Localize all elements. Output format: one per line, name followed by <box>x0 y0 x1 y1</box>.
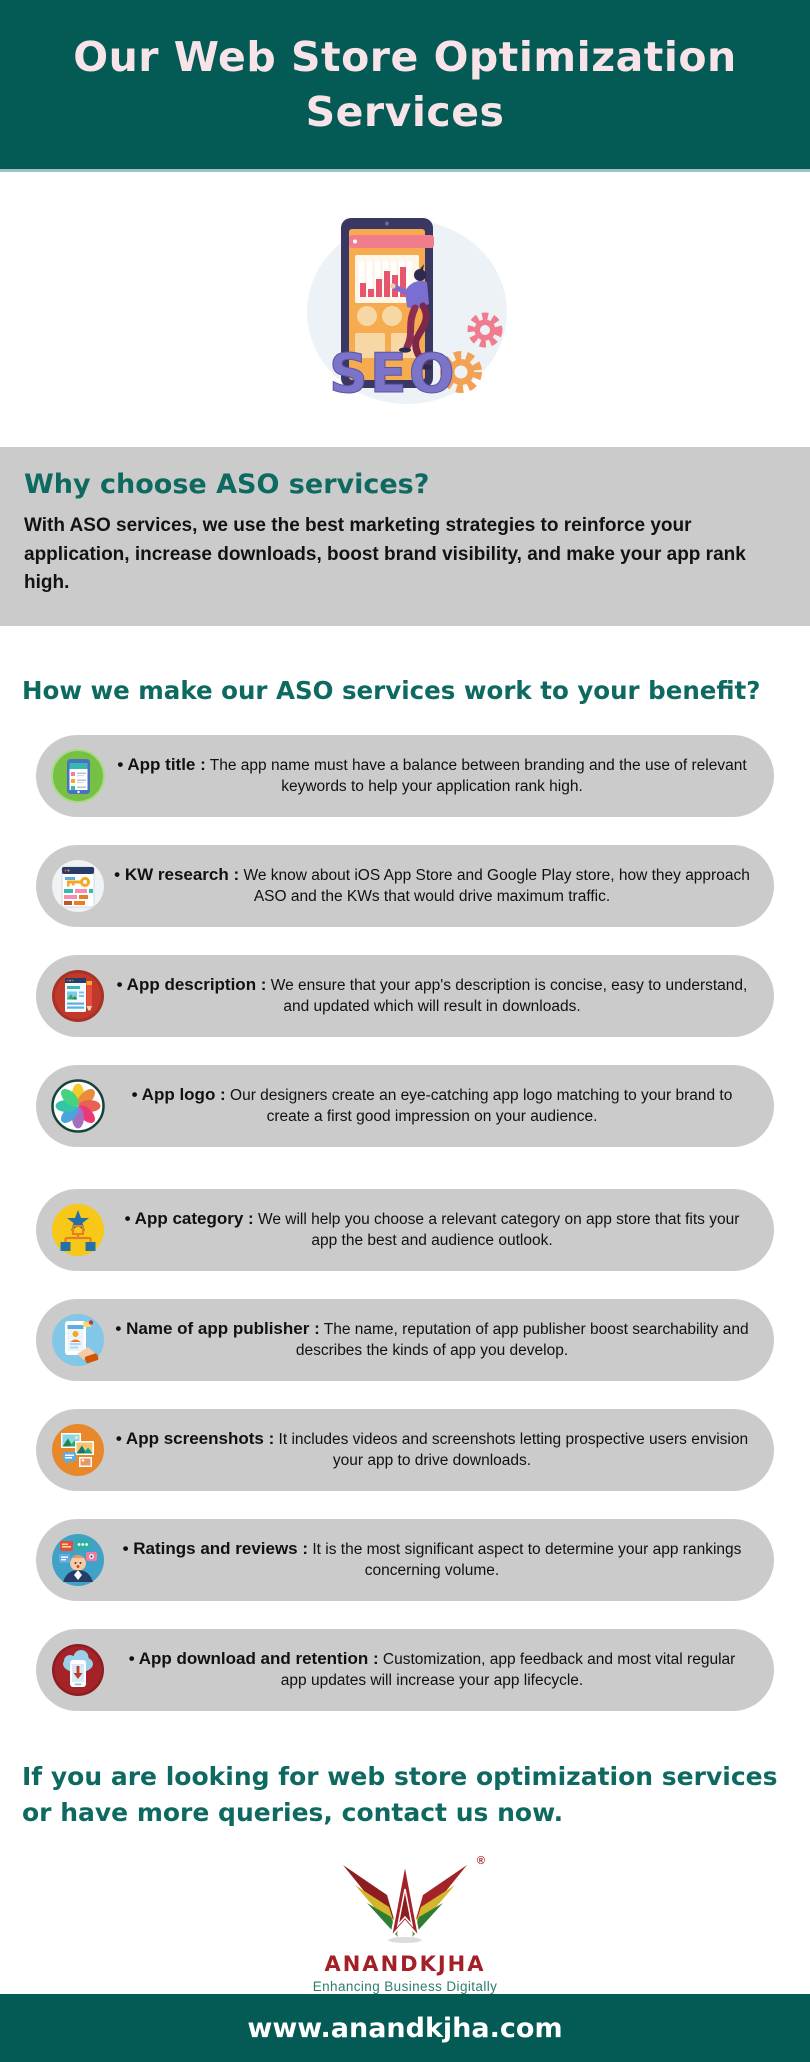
app-description-icon <box>50 968 106 1024</box>
kw-research-icon <box>50 858 106 914</box>
list-item-app-download <box>36 1629 774 1711</box>
list-item-text <box>114 864 750 907</box>
app-screenshots-icon <box>50 1422 106 1478</box>
page-title <box>73 30 737 138</box>
item-desc: The name, reputation of app publisher boost searchability and describes the kinds of app you develop. <box>295 1321 749 1359</box>
why-aso-body: With ASO services, we use the best marketing strategies to reinforce your application, increase downloads, boost brand visibility, and make your app rank high. <box>24 515 746 593</box>
app-publisher-icon <box>50 1312 106 1368</box>
item-label: • App description : <box>116 975 267 994</box>
list-item-text <box>114 1084 750 1127</box>
benefits-heading: How we make our ASO services work to your benefit? <box>22 675 761 705</box>
item-desc: Customization, app feedback and most vital regular app updates will increase your app lifecycle. <box>280 1651 736 1689</box>
list-item-kw-research <box>36 845 774 927</box>
item-label: • KW research : <box>114 865 240 884</box>
contact-cta-heading <box>22 1759 788 1832</box>
website-url: www.anandkjha.com <box>247 2012 563 2044</box>
contact-cta-line-2: or have more queries, contact us now. <box>22 1797 564 1827</box>
app-category-icon <box>50 1202 106 1258</box>
item-label: • Name of app publisher : <box>115 1319 320 1338</box>
item-desc: We will help you choose a relevant category on app store that fits your app the best and audience outlook. <box>258 1211 740 1249</box>
seo-tablet-illustration-graphic <box>289 212 521 408</box>
list-item-app-description <box>36 955 774 1037</box>
item-label: • App category : <box>124 1209 254 1228</box>
contact-cta-line-1: If you are looking for web store optimization services <box>22 1761 778 1791</box>
item-desc: We ensure that your app's description is concise, easy to understand, and updated which will result in downloads. <box>270 977 748 1015</box>
header-banner <box>0 0 810 172</box>
item-desc: It includes videos and screenshots letting prospective users envision your app to drive downloads. <box>278 1431 749 1469</box>
item-label: • Ratings and reviews : <box>122 1539 309 1558</box>
brand-name: ANANDKJHA <box>324 1952 486 1976</box>
page-title-line-2: Services <box>305 87 505 136</box>
item-desc: The app name must have a balance between branding and the use of relevant keywords to help your application rank high. <box>209 757 747 795</box>
list-item-text <box>114 1208 750 1251</box>
list-item-ratings-reviews <box>36 1519 774 1601</box>
list-item-app-logo <box>36 1065 774 1147</box>
list-item-app-publisher <box>36 1299 774 1381</box>
registered-trademark: ® <box>476 1855 485 1867</box>
list-item-app-title <box>36 735 774 817</box>
item-label: • App logo : <box>131 1085 226 1104</box>
list-item-text <box>114 1648 750 1691</box>
item-label: • App download and retention : <box>128 1649 379 1668</box>
gear-icon <box>472 317 498 343</box>
why-aso-heading: Why choose ASO services? <box>24 469 430 500</box>
ratings-reviews-icon <box>50 1532 106 1588</box>
brand-tagline: Enhancing Business Digitally <box>312 1979 498 1994</box>
app-title-icon <box>50 748 106 804</box>
list-item-text <box>114 1428 750 1471</box>
list-item-text <box>114 974 750 1017</box>
footer-bar <box>0 1994 810 2062</box>
app-download-icon <box>50 1642 106 1698</box>
brand-logo <box>335 1855 485 1945</box>
seo-text: SEO <box>329 341 457 405</box>
app-logo-icon <box>50 1078 106 1134</box>
wings-logo-icon <box>335 1859 475 1945</box>
list-item-text <box>114 1318 750 1361</box>
list-item-text <box>114 1538 750 1581</box>
page-title-line-1: Our Web Store Optimization <box>73 33 737 82</box>
item-desc: We know about iOS App Store and Google Play store, how they approach ASO and the KWs that would drive maximum traffic. <box>243 867 750 905</box>
item-desc: Our designers create an eye-catching app logo matching to your brand to create a first good impression on your audience. <box>230 1087 733 1125</box>
benefits-list <box>0 735 810 1711</box>
list-item-app-screenshots <box>36 1409 774 1491</box>
why-aso-section <box>0 447 810 626</box>
item-label: • App title : <box>117 755 206 774</box>
item-desc: It is the most significant aspect to determine your app rankings concerning volume. <box>312 1541 742 1579</box>
list-item-app-category <box>36 1189 774 1271</box>
brand-block <box>0 1855 810 1994</box>
list-item-text <box>114 754 750 797</box>
seo-illustration <box>0 172 810 447</box>
item-label: • App screenshots : <box>115 1429 275 1448</box>
